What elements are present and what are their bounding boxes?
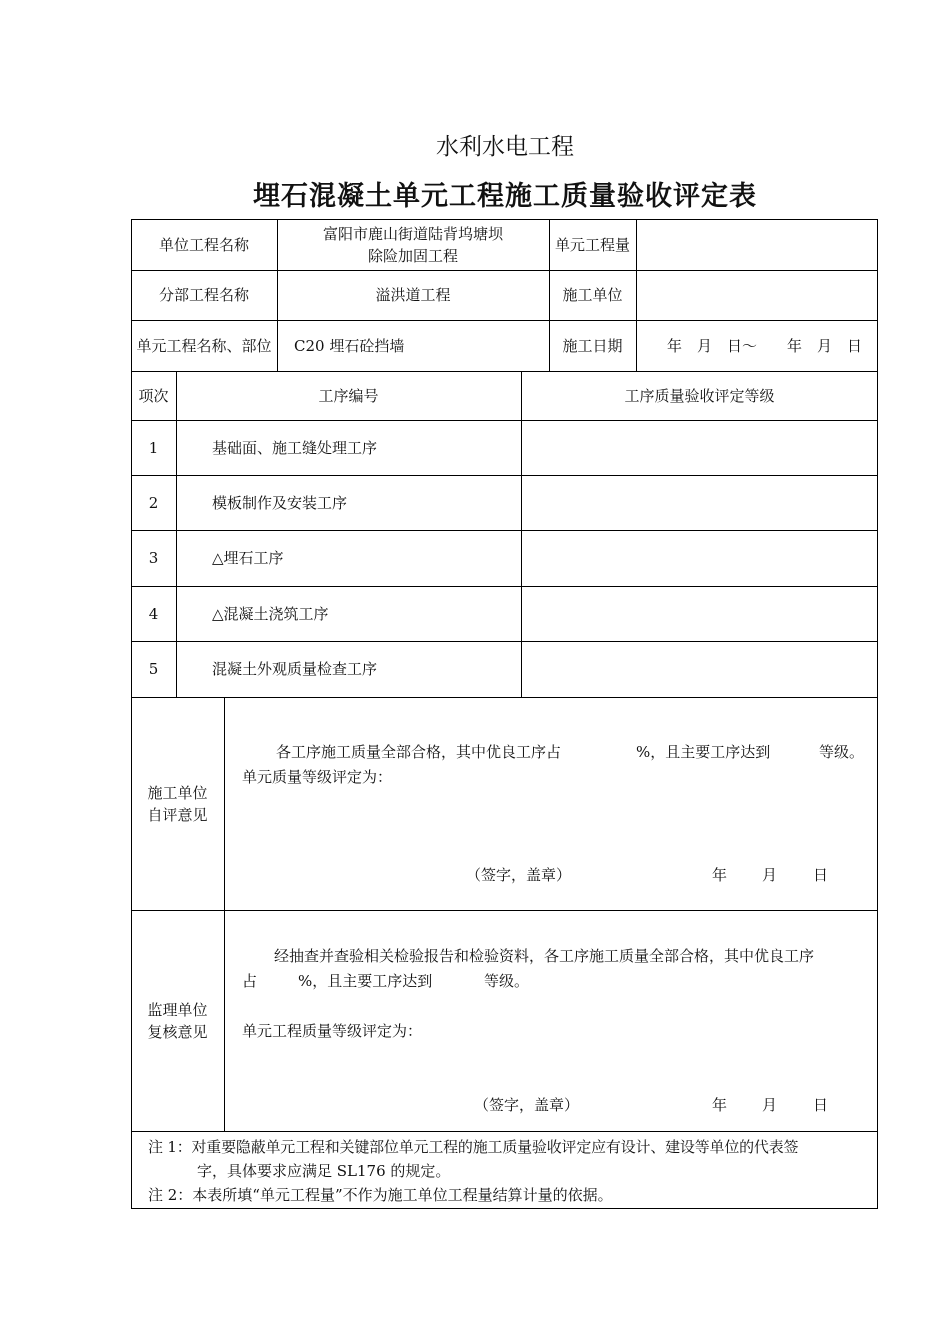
element-label: 单元工程名称、部位	[136, 336, 272, 355]
row-divider	[131, 1131, 878, 1132]
header-item-no: 项次	[138, 386, 169, 405]
contractor-value[interactable]	[636, 270, 878, 320]
element-value: C20 埋石砼挡墙	[294, 336, 405, 355]
supervision-month: 月	[762, 1096, 778, 1114]
header-process-grade: 工序质量验收评定等级	[624, 386, 775, 405]
row-process-grade[interactable]	[521, 530, 878, 586]
self-eval-text-b: %，且主要工序达到	[636, 743, 771, 761]
row-divider	[131, 697, 878, 698]
unit-project-value	[277, 219, 549, 270]
row-process-name: 混凝土外观质量检查工序	[212, 660, 378, 678]
unit-quantity-value[interactable]	[636, 219, 878, 270]
self-eval-sign: （签字，盖章）	[466, 866, 572, 884]
self-eval-grade-text: 单元质量等级评定为：	[242, 768, 393, 786]
row-no: 2	[148, 493, 159, 512]
row-process-grade[interactable]	[521, 475, 878, 530]
col-divider	[224, 697, 225, 1131]
form-title: 埋石混凝土单元工程施工质量验收评定表	[253, 181, 757, 212]
self-eval-text-a: 各工序施工质量全部合格，其中优良工序占	[276, 743, 562, 761]
row-no: 3	[148, 549, 159, 567]
row-process-grade[interactable]	[521, 420, 878, 475]
supervision-year: 年	[712, 1096, 728, 1114]
supervision-text-1: 经抽查并查验相关检验报告和检验资料，各工序施工质量全部合格，其中优良工序	[274, 947, 815, 965]
row-no: 1	[148, 438, 159, 457]
supervision-text-2b: %，且主要工序达到	[298, 972, 433, 990]
unit-project-label: 单位工程名称	[158, 235, 249, 254]
self-eval-month: 月	[762, 866, 778, 884]
unit-project-value-line2: 除险加固工程	[367, 246, 458, 265]
self-eval-day: 日	[813, 866, 829, 884]
unit-quantity-label: 单元工程量	[554, 235, 630, 254]
contractor-label: 施工单位	[562, 286, 623, 304]
supertitle: 水利水电工程	[436, 134, 574, 160]
date-value[interactable]: 年 月 日～ 年 月 日	[667, 336, 863, 355]
supervision-label-line1: 监理单位	[147, 1000, 208, 1019]
row-no: 4	[148, 604, 159, 623]
row-process-name: △混凝土浇筑工序	[212, 604, 329, 623]
row-process-name: 基础面、施工缝处理工序	[212, 438, 378, 457]
division-value: 溢洪道工程	[375, 286, 451, 304]
row-process-name: △埋石工序	[212, 549, 284, 567]
supervision-text-2a: 占	[242, 972, 258, 990]
unit-project-value-line1: 富阳市鹿山街道陆背坞塘坝	[322, 224, 503, 243]
row-process-name: 模板制作及安装工序	[212, 493, 348, 512]
row-process-grade[interactable]	[521, 586, 878, 641]
note-1-line2: 字，具体要求应满足 SL176 的规定。	[197, 1162, 451, 1180]
row-no: 5	[148, 660, 159, 678]
self-eval-text-c: 等级。	[819, 743, 865, 761]
row-process-grade[interactable]	[521, 641, 878, 697]
supervision-text-2c: 等级。	[484, 972, 530, 990]
self-eval-year: 年	[712, 866, 728, 884]
header-process-name: 工序编号	[318, 386, 379, 405]
supervision-label-line2: 复核意见	[147, 1022, 208, 1041]
self-eval-label	[131, 697, 224, 910]
supervision-grade-text: 单元工程质量等级评定为：	[242, 1022, 423, 1040]
supervision-sign: （签字，盖章）	[474, 1096, 580, 1114]
self-eval-label-line1: 施工单位	[147, 783, 208, 802]
self-eval-label-line2: 自评意见	[147, 805, 208, 824]
row-divider	[131, 910, 878, 911]
note-1-line1: 注 1：对重要隐蔽单元工程和关键部位单元工程的施工质量验收评定应有设计、建设等单位的代表签	[148, 1138, 799, 1156]
supervision-label	[131, 910, 224, 1131]
date-label: 施工日期	[562, 336, 623, 355]
division-label: 分部工程名称	[158, 286, 249, 304]
note-2: 注 2：本表所填“单元工程量”不作为施工单位工程量结算计量的依据。	[148, 1186, 613, 1204]
supervision-day: 日	[813, 1096, 829, 1114]
